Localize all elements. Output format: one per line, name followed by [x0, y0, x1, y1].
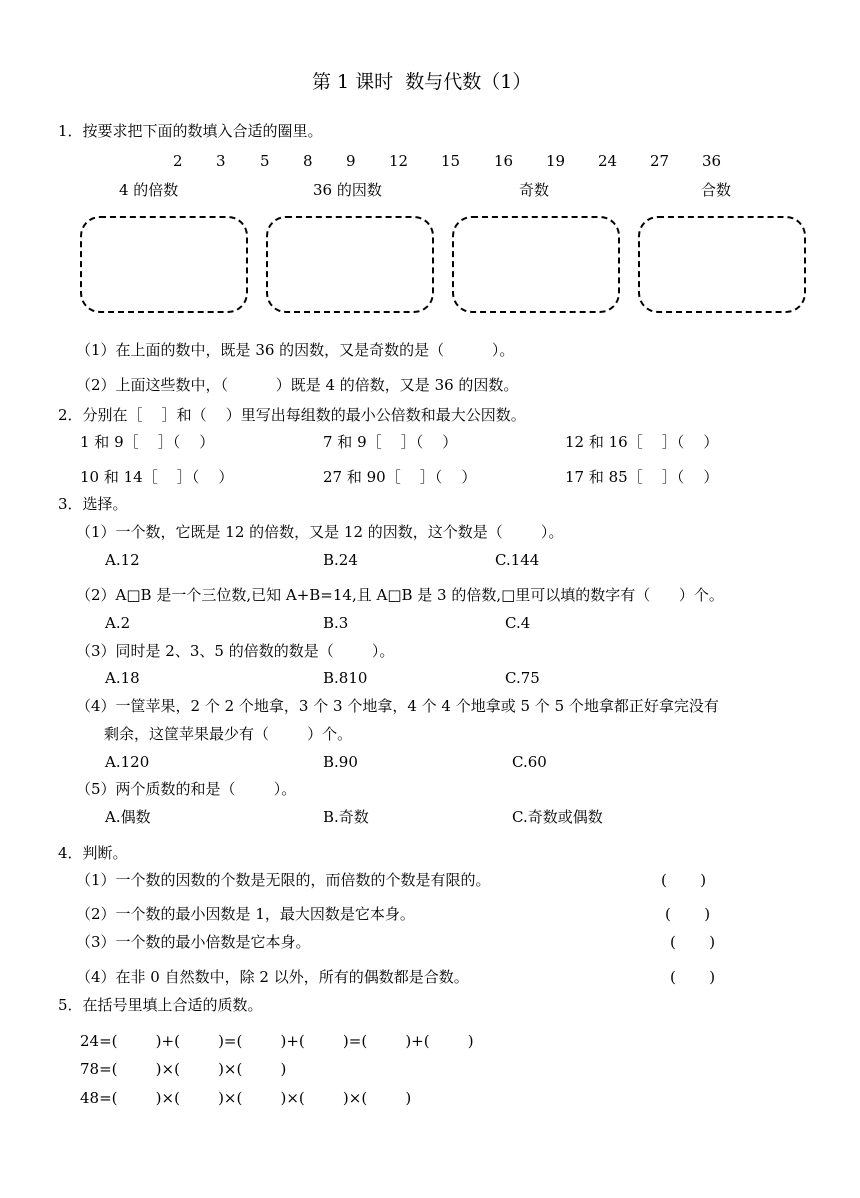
q4-heading: 4．判断。	[58, 844, 128, 862]
number-27: 27	[650, 152, 670, 170]
q1-sub2: （2）上面这些数中，（ ）既是 4 的倍数，又是 36 的因数。	[76, 376, 519, 394]
equation-line: 24=( )+( )=( )+( )=( )+( )	[80, 1032, 474, 1050]
judge-paren[interactable]: ( )	[661, 871, 707, 889]
judge-item: （4）在非 0 自然数中，除 2 以外，所有的偶数都是合数。	[76, 968, 469, 986]
answer-circle-composite-numbers[interactable]	[638, 216, 806, 313]
number-8: 8	[303, 152, 313, 170]
number-9: 9	[346, 152, 356, 170]
judge-item: （2）一个数的最小因数是 1，最大因数是它本身。	[76, 905, 415, 923]
category-label: 合数	[701, 181, 732, 199]
option-c: C.60	[512, 753, 547, 771]
pair-item: 7 和 9［ ］（ ）	[323, 433, 458, 451]
judge-item: （3）一个数的最小倍数是它本身。	[76, 933, 311, 951]
answer-circle-odd-numbers[interactable]	[452, 216, 620, 313]
judge-paren[interactable]: ( )	[670, 968, 716, 986]
judge-paren[interactable]: ( )	[670, 933, 716, 951]
q2-heading: 2．分别在［ ］和（ ）里写出每组数的最小公倍数和最大公因数。	[58, 406, 526, 424]
q5-heading: 5．在括号里填上合适的质数。	[58, 996, 263, 1014]
option-a: A.120	[105, 753, 150, 771]
number-3: 3	[216, 152, 226, 170]
number-5: 5	[260, 152, 270, 170]
option-a: A.18	[105, 669, 140, 687]
option-b: B.90	[323, 753, 358, 771]
option-a: A.偶数	[105, 808, 151, 826]
equation-line: 78=( )×( )×( )	[80, 1060, 287, 1078]
page-title: 第 1 课时 数与代数（1）	[312, 71, 532, 93]
q1-sub1: （1）在上面的数中，既是 36 的因数，又是奇数的是（ ）。	[76, 341, 515, 359]
number-16: 16	[494, 152, 514, 170]
pair-item: 27 和 90［ ］（ ）	[323, 468, 477, 486]
q3-sub3: （3）同时是 2、3、5 的倍数的数是（ ）。	[76, 642, 395, 660]
option-c: C.奇数或偶数	[512, 808, 603, 826]
pair-item: 17 和 85［ ］（ ）	[565, 468, 719, 486]
equation-line: 48=( )×( )×( )×( )×( )	[80, 1089, 412, 1107]
option-b: B.24	[323, 551, 358, 569]
category-label: 36 的因数	[313, 181, 382, 199]
number-24: 24	[598, 152, 618, 170]
number-12: 12	[389, 152, 409, 170]
option-a: A.2	[105, 614, 131, 632]
number-15: 15	[441, 152, 461, 170]
option-c: C.75	[505, 669, 540, 687]
number-36: 36	[702, 152, 722, 170]
category-label: 4 的倍数	[119, 181, 179, 199]
q3-sub4-line1: （4）一筐苹果，2 个 2 个地拿，3 个 3 个地拿，4 个 4 个地拿或 5 个 5 个地拿都正好拿完没有	[76, 697, 719, 715]
q3-sub4-line2: 剩余，这筐苹果最少有（ ）个。	[104, 725, 353, 743]
answer-circle-factors-of-36[interactable]	[266, 216, 434, 313]
q3-sub5: （5）两个质数的和是（ ）。	[76, 780, 297, 798]
q3-heading: 3．选择。	[58, 495, 128, 513]
pair-item: 10 和 14［ ］（ ）	[80, 468, 234, 486]
judge-paren[interactable]: ( )	[665, 905, 711, 923]
category-label: 奇数	[519, 181, 550, 199]
q3-sub2: （2）A□B 是一个三位数,已知 A+B=14,且 A□B 是 3 的倍数,□里可以填的数字有（ ）个。	[76, 586, 724, 604]
judge-item: （1）一个数的因数的个数是无限的，而倍数的个数是有限的。	[76, 871, 491, 889]
option-a: A.12	[105, 551, 140, 569]
option-b: B.3	[323, 614, 349, 632]
option-b: B.奇数	[323, 808, 369, 826]
pair-item: 12 和 16［ ］（ ）	[565, 433, 719, 451]
q3-sub1: （1）一个数，它既是 12 的倍数，又是 12 的因数，这个数是（ ）。	[76, 523, 564, 541]
option-c: C.144	[495, 551, 540, 569]
option-c: C.4	[505, 614, 531, 632]
answer-circle-multiples-of-4[interactable]	[80, 216, 248, 313]
option-b: B.810	[323, 669, 368, 687]
number-19: 19	[546, 152, 566, 170]
q1-heading: 1．按要求把下面的数填入合适的圈里。	[58, 122, 323, 140]
pair-item: 1 和 9［ ］（ ）	[80, 433, 215, 451]
number-2: 2	[173, 152, 183, 170]
